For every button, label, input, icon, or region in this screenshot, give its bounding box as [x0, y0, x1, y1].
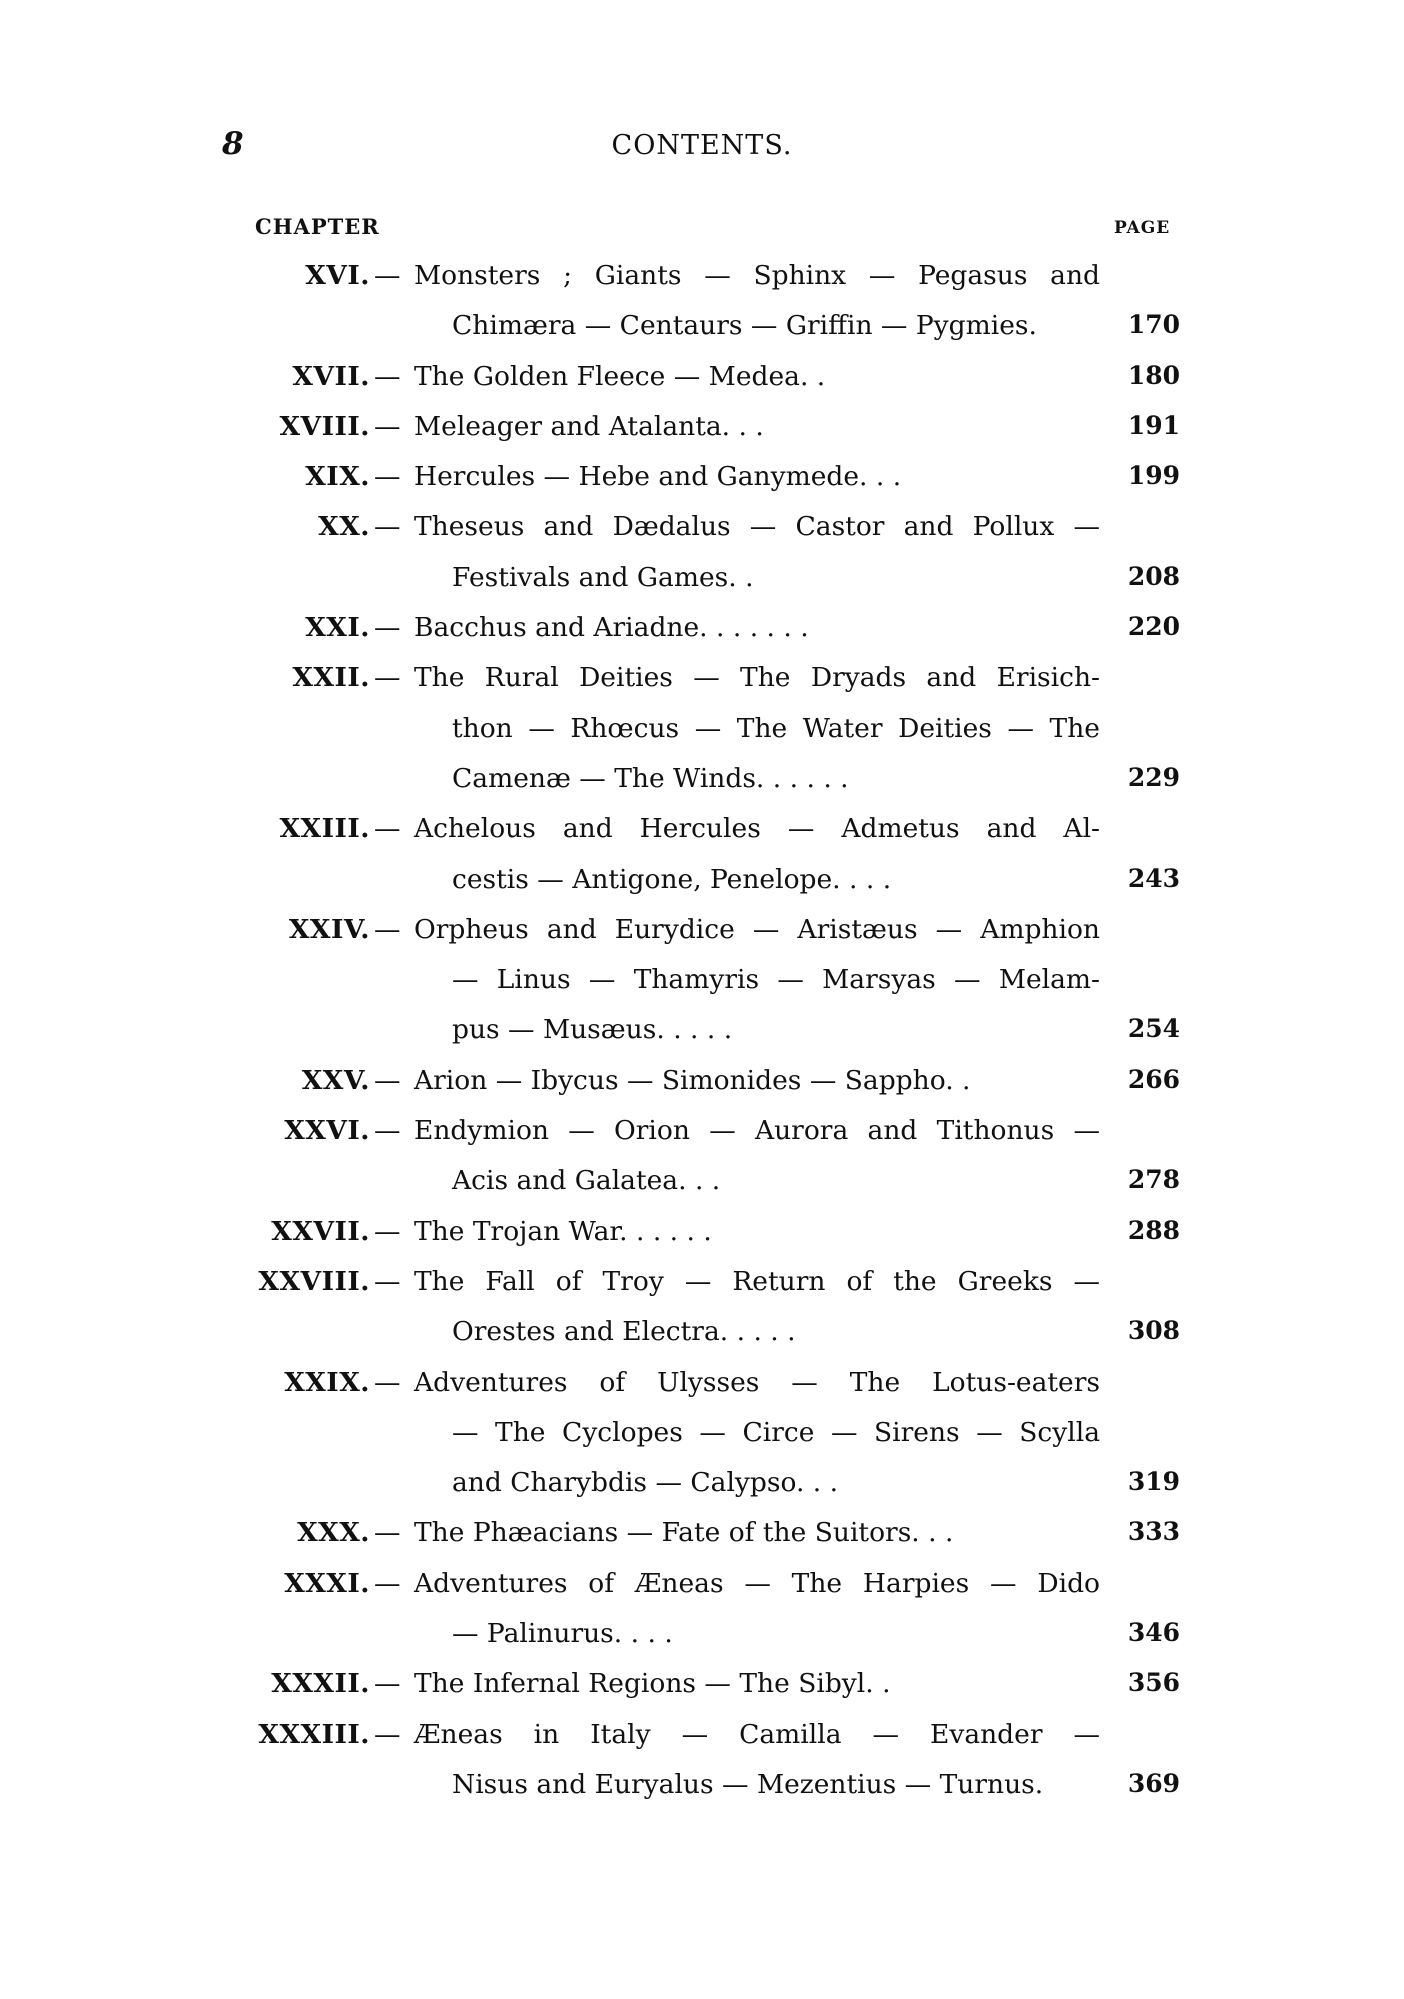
page-reference: 308: [1127, 1316, 1180, 1346]
chapter-numeral: XXXIII.: [258, 1718, 370, 1750]
chapter-numeral: XXVII.: [271, 1215, 370, 1247]
toc-line: [0, 757, 1404, 807]
toc-entry: [0, 1662, 1404, 1712]
em-dash: —: [374, 813, 401, 845]
em-dash: —: [374, 1718, 401, 1750]
chapter-title-line: Acis and Galatea. . .: [452, 1165, 721, 1197]
chapter-title-line: pus — Musæus. . . . .: [452, 1014, 733, 1046]
toc-entry: [0, 455, 1404, 505]
chapter-numeral: XXXII.: [271, 1668, 370, 1700]
chapter-column-header: CHAPTER: [255, 214, 380, 239]
toc-entry: [0, 606, 1404, 656]
em-dash: —: [374, 511, 401, 543]
toc-line: [0, 254, 1404, 304]
toc-line: [0, 1159, 1404, 1209]
toc-entry: [0, 1210, 1404, 1260]
chapter-title-line: Æneas in Italy — Camilla — Evander —: [414, 1718, 1100, 1750]
toc-line: [0, 1562, 1404, 1612]
toc-entry: [0, 1059, 1404, 1109]
em-dash: —: [374, 1215, 401, 1247]
em-dash: —: [374, 1366, 401, 1398]
page-reference: 356: [1127, 1668, 1180, 1698]
em-dash: —: [374, 1064, 401, 1096]
toc-entry: [0, 1511, 1404, 1561]
em-dash: —: [374, 913, 401, 945]
chapter-numeral: XXXI.: [284, 1567, 370, 1599]
toc-entry: [0, 405, 1404, 455]
page-reference: 243: [1127, 863, 1180, 893]
page-reference: 254: [1127, 1014, 1180, 1044]
toc-line: [0, 1511, 1404, 1561]
em-dash: —: [374, 461, 401, 493]
chapter-title-line: — Palinurus. . . .: [452, 1618, 673, 1650]
table-of-contents: [0, 254, 1404, 1813]
page-reference: 191: [1127, 410, 1180, 440]
toc-line: [0, 556, 1404, 606]
chapter-numeral: XXIX.: [284, 1366, 370, 1398]
toc-line: [0, 858, 1404, 908]
chapter-title-line: Endymion — Orion — Aurora and Tithonus —: [414, 1115, 1100, 1147]
chapter-numeral: XIX.: [305, 461, 370, 493]
toc-entry: [0, 807, 1404, 908]
chapter-title-line: The Phæacians — Fate of the Suitors. . .: [414, 1517, 954, 1549]
page-reference: 199: [1127, 461, 1180, 491]
toc-line: [0, 1713, 1404, 1763]
em-dash: —: [374, 612, 401, 644]
page-reference: 319: [1127, 1467, 1180, 1497]
em-dash: —: [374, 1265, 401, 1297]
chapter-title-line: Monsters ; Giants — Sphinx — Pegasus and: [414, 260, 1100, 291]
chapter-title-line: Orestes and Electra. . . . .: [452, 1316, 796, 1348]
page-reference: 288: [1127, 1215, 1180, 1245]
toc-entry: [0, 254, 1404, 355]
toc-line: [0, 1461, 1404, 1511]
chapter-numeral: XXX.: [297, 1517, 370, 1549]
toc-line: [0, 304, 1404, 354]
toc-entry: [0, 1713, 1404, 1814]
toc-line: [0, 1763, 1404, 1813]
chapter-title-line: thon — Rhœcus — The Water Deities — The: [452, 712, 1100, 744]
chapter-title-line: Theseus and Dædalus — Castor and Pollux —: [414, 511, 1100, 543]
toc-entry: [0, 1109, 1404, 1210]
chapter-title-line: Arion — Ibycus — Simonides — Sappho. .: [414, 1064, 971, 1096]
chapter-title-line: cestis — Antigone, Penelope. . . .: [452, 863, 892, 895]
page-reference: 208: [1127, 561, 1180, 591]
toc-line: [0, 1008, 1404, 1058]
em-dash: —: [374, 260, 401, 291]
em-dash: —: [374, 410, 401, 442]
toc-line: [0, 1109, 1404, 1159]
chapter-numeral: XVIII.: [279, 410, 370, 442]
toc-entry: [0, 505, 1404, 606]
toc-line: [0, 1361, 1404, 1411]
page-reference: 180: [1127, 360, 1180, 390]
page-reference: 333: [1127, 1517, 1180, 1547]
chapter-title-line: The Infernal Regions — The Sibyl. .: [414, 1668, 891, 1700]
chapter-numeral: XVII.: [292, 360, 370, 392]
page-reference: 346: [1127, 1618, 1180, 1648]
toc-line: [0, 807, 1404, 857]
page-column-header: PAGE: [1114, 218, 1171, 238]
em-dash: —: [374, 662, 401, 694]
toc-line: [0, 707, 1404, 757]
toc-line: [0, 1059, 1404, 1109]
toc-line: [0, 1612, 1404, 1662]
page-reference: 266: [1127, 1064, 1180, 1094]
chapter-title-line: and Charybdis — Calypso. . .: [452, 1467, 839, 1499]
chapter-title-line: Adventures of Æneas — The Harpies — Dido: [414, 1567, 1100, 1599]
toc-entry: [0, 1260, 1404, 1361]
toc-entry: [0, 908, 1404, 1059]
chapter-numeral: XXVI.: [284, 1115, 370, 1147]
chapter-title-line: The Fall of Troy — Return of the Greeks —: [414, 1265, 1100, 1297]
em-dash: —: [374, 1567, 401, 1599]
toc-line: [0, 405, 1404, 455]
page-reference: 220: [1127, 612, 1180, 642]
toc-entry: [0, 1361, 1404, 1512]
em-dash: —: [374, 1668, 401, 1700]
toc-line: [0, 908, 1404, 958]
toc-line: [0, 1411, 1404, 1461]
toc-line: [0, 1310, 1404, 1360]
chapter-title-line: The Rural Deities — The Dryads and Erisich-: [414, 662, 1100, 694]
chapter-title-line: Adventures of Ulysses — The Lotus-eaters: [414, 1366, 1100, 1398]
toc-line: [0, 606, 1404, 656]
toc-line: [0, 455, 1404, 505]
chapter-title-line: Chimæra — Centaurs — Griffin — Pygmies.: [452, 310, 1037, 342]
chapter-title-line: Bacchus and Ariadne. . . . . . .: [414, 612, 809, 644]
toc-line: [0, 1260, 1404, 1310]
toc-line: [0, 656, 1404, 706]
toc-entry: [0, 656, 1404, 807]
chapter-numeral: XVI.: [305, 260, 370, 291]
chapter-title-line: Hercules — Hebe and Ganymede. . .: [414, 461, 902, 493]
chapter-title-line: The Trojan War. . . . . .: [414, 1215, 712, 1247]
em-dash: —: [374, 360, 401, 392]
chapter-title-line: Achelous and Hercules — Admetus and Al-: [414, 813, 1100, 845]
chapter-title-line: — The Cyclopes — Circe — Sirens — Scylla: [452, 1416, 1100, 1448]
toc-line: [0, 1662, 1404, 1712]
toc-line: [0, 355, 1404, 405]
page-reference: 229: [1127, 762, 1180, 792]
chapter-numeral: XXV.: [301, 1064, 370, 1096]
chapter-numeral: XX.: [318, 511, 370, 543]
page-reference: 278: [1127, 1165, 1180, 1195]
running-head: CONTENTS.: [611, 130, 793, 161]
chapter-title-line: Festivals and Games. .: [452, 561, 754, 593]
chapter-numeral: XXI.: [305, 612, 370, 644]
chapter-numeral: XXIV.: [288, 913, 370, 945]
page-reference: 369: [1127, 1768, 1180, 1798]
toc-line: [0, 505, 1404, 555]
toc-line: [0, 1210, 1404, 1260]
chapter-title-line: Meleager and Atalanta. . .: [414, 410, 764, 442]
em-dash: —: [374, 1517, 401, 1549]
chapter-numeral: XXIII.: [279, 813, 370, 845]
em-dash: —: [374, 1115, 401, 1147]
page-reference: 170: [1127, 310, 1180, 340]
chapter-numeral: XXVIII.: [258, 1265, 370, 1297]
page-number: 8: [222, 126, 244, 162]
chapter-numeral: XXII.: [292, 662, 370, 694]
toc-line: [0, 958, 1404, 1008]
chapter-title-line: Orpheus and Eurydice — Aristæus — Amphion: [414, 913, 1100, 945]
chapter-title-line: Nisus and Euryalus — Mezentius — Turnus.: [452, 1768, 1044, 1800]
chapter-title-line: Camenæ — The Winds. . . . . .: [452, 762, 849, 794]
chapter-title-line: The Golden Fleece — Medea. .: [414, 360, 826, 392]
toc-entry: [0, 1562, 1404, 1663]
toc-entry: [0, 355, 1404, 405]
chapter-title-line: — Linus — Thamyris — Marsyas — Melam-: [452, 964, 1100, 996]
